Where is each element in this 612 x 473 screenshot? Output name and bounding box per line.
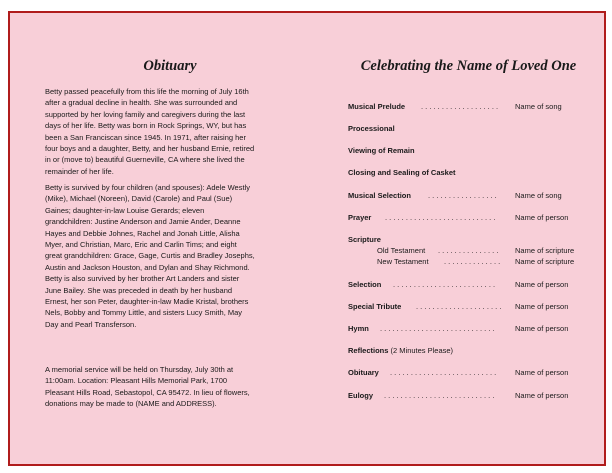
program-item-label: Scripture xyxy=(348,235,381,244)
program-item-label: Musical Prelude xyxy=(348,102,406,111)
leader-dots: . . . . . . . . . . . . . . . . . xyxy=(428,191,497,200)
obituary-heading: Obituary xyxy=(143,58,197,74)
program-item-value: Name of person xyxy=(515,368,569,377)
leader-dots: . . . . . . . . . . . . . . . . . . . . . . . . . . . xyxy=(384,391,495,400)
program-item-label: Hymn xyxy=(348,324,369,333)
leader-dots: . . . . . . . . . . . . . . . . . . . . . . . . . xyxy=(393,280,496,289)
program-item-value: Name of person xyxy=(515,280,569,289)
program-item-value: Name of song xyxy=(515,102,562,111)
leader-dots: . . . . . . . . . . . . . . . . . . . . . . . . . . xyxy=(390,368,497,377)
program-item-label: Eulogy xyxy=(348,391,374,400)
program-item-value: Name of person xyxy=(515,213,569,222)
obituary-paragraph-memorial: A memorial service will be held on Thursday, July 30th at 11:00am. Location: Pleasant Hills Memorial Park, 1700 Pleasant Hills Road, Sebastopol, CA 95472. In lieu of flowers, donations may be made to (NAME and ADDRESS). xyxy=(45,365,250,409)
program-item-label: Prayer xyxy=(348,213,372,222)
program-item-musical-prelude xyxy=(348,101,593,112)
program-item-eulogy xyxy=(348,390,593,401)
program-item-viewing xyxy=(348,145,593,156)
program-item-value: Name of scripture xyxy=(515,257,575,266)
program-item-label: Selection xyxy=(348,280,382,289)
program-item-value: Name of song xyxy=(515,191,562,200)
program-item-label: Processional xyxy=(348,124,395,133)
program-item-closing xyxy=(348,167,593,178)
program-item-reflections xyxy=(348,345,593,356)
program-item-value: Name of person xyxy=(515,391,569,400)
program-item-value: Name of scripture xyxy=(515,246,575,255)
service-heading: Celebrating the Name of Loved One xyxy=(360,58,577,74)
program-item-label: Musical Selection xyxy=(348,191,411,200)
obituary-paragraph-survivors: Betty is survived by four children (and spouses): Adele Westly (Mike), Michael (Noreen), David (Carole) and Paul (Sue) Gaines; daughter-in-law Louise Gerards; eleven grandchildren: Justine Anderson and Jamie Ander, Deanne Hayes and Debbie Johnes, Rachel and Jonah Little, Alisha Myer, and Christian, Marc, Eric and Carlin Tims; and eight great grandchildren: Grace, Gage, Curtis and Bradley Josephs, Austin and Jackson Houston, and Dylan and Shay Richmond. Betty is also survived by her brother Art Landers and sister June Bailey. She was preceded in death by her husband Ernest, her son Peter, daughter-in-law Madie Kristal, brothers Nels, Bobby and Tommy Little, and sisters Lucy Smith, May Day and Pearl Transferson. xyxy=(45,183,255,329)
leader-dots: . . . . . . . . . . . . . . . xyxy=(438,246,499,255)
program-item-label: Reflections xyxy=(348,346,389,355)
program-item-note: (2 Minutes Please) xyxy=(390,346,454,355)
program-item-label: Obituary xyxy=(348,368,379,377)
leader-dots: . . . . . . . . . . . . . . xyxy=(444,257,501,266)
program-item-new-testament xyxy=(377,256,593,267)
program-item-label: New Testament xyxy=(377,257,429,266)
program-item-old-testament xyxy=(377,245,593,256)
program-item-special-tribute xyxy=(348,301,593,312)
program-item-value: Name of person xyxy=(515,302,569,311)
obituary-paragraph-life: Betty passed peacefully from this life the morning of July 16th after a gradual decline in health. She was surrounded and supported by her loving family and caregivers during the last days of her life. Betty was born in Rock Springs, WY, but has been a San Franciscan since 1945. In 1971, after raising her four boys and a daughter, Betty, and her husband Ernie, retired in or (move to) beautiful Guerneville, CA where she lived the remainder of her life. xyxy=(45,87,255,176)
program-item-obituary xyxy=(348,367,593,378)
program-item-label: Viewing of Remain xyxy=(348,146,415,155)
program-item-hymn xyxy=(348,323,593,334)
leader-dots: . . . . . . . . . . . . . . . . . . . . . xyxy=(416,302,502,311)
leader-dots: . . . . . . . . . . . . . . . . . . . . . . . . . . . . xyxy=(380,324,495,333)
program-item-prayer xyxy=(348,212,593,223)
program-item-label: Closing and Sealing of Casket xyxy=(348,168,456,177)
program-item-musical-selection xyxy=(348,190,593,201)
program-item-label: Old Testament xyxy=(377,246,426,255)
program-item-processional xyxy=(348,123,593,134)
program-page xyxy=(8,11,606,466)
leader-dots: . . . . . . . . . . . . . . . . . . . xyxy=(421,102,499,111)
leader-dots: . . . . . . . . . . . . . . . . . . . . . . . . . . . xyxy=(385,213,496,222)
program-item-selection xyxy=(348,279,593,290)
program-item-value: Name of person xyxy=(515,324,569,333)
program-item-scripture xyxy=(348,234,593,245)
program-item-label: Special Tribute xyxy=(348,302,402,311)
